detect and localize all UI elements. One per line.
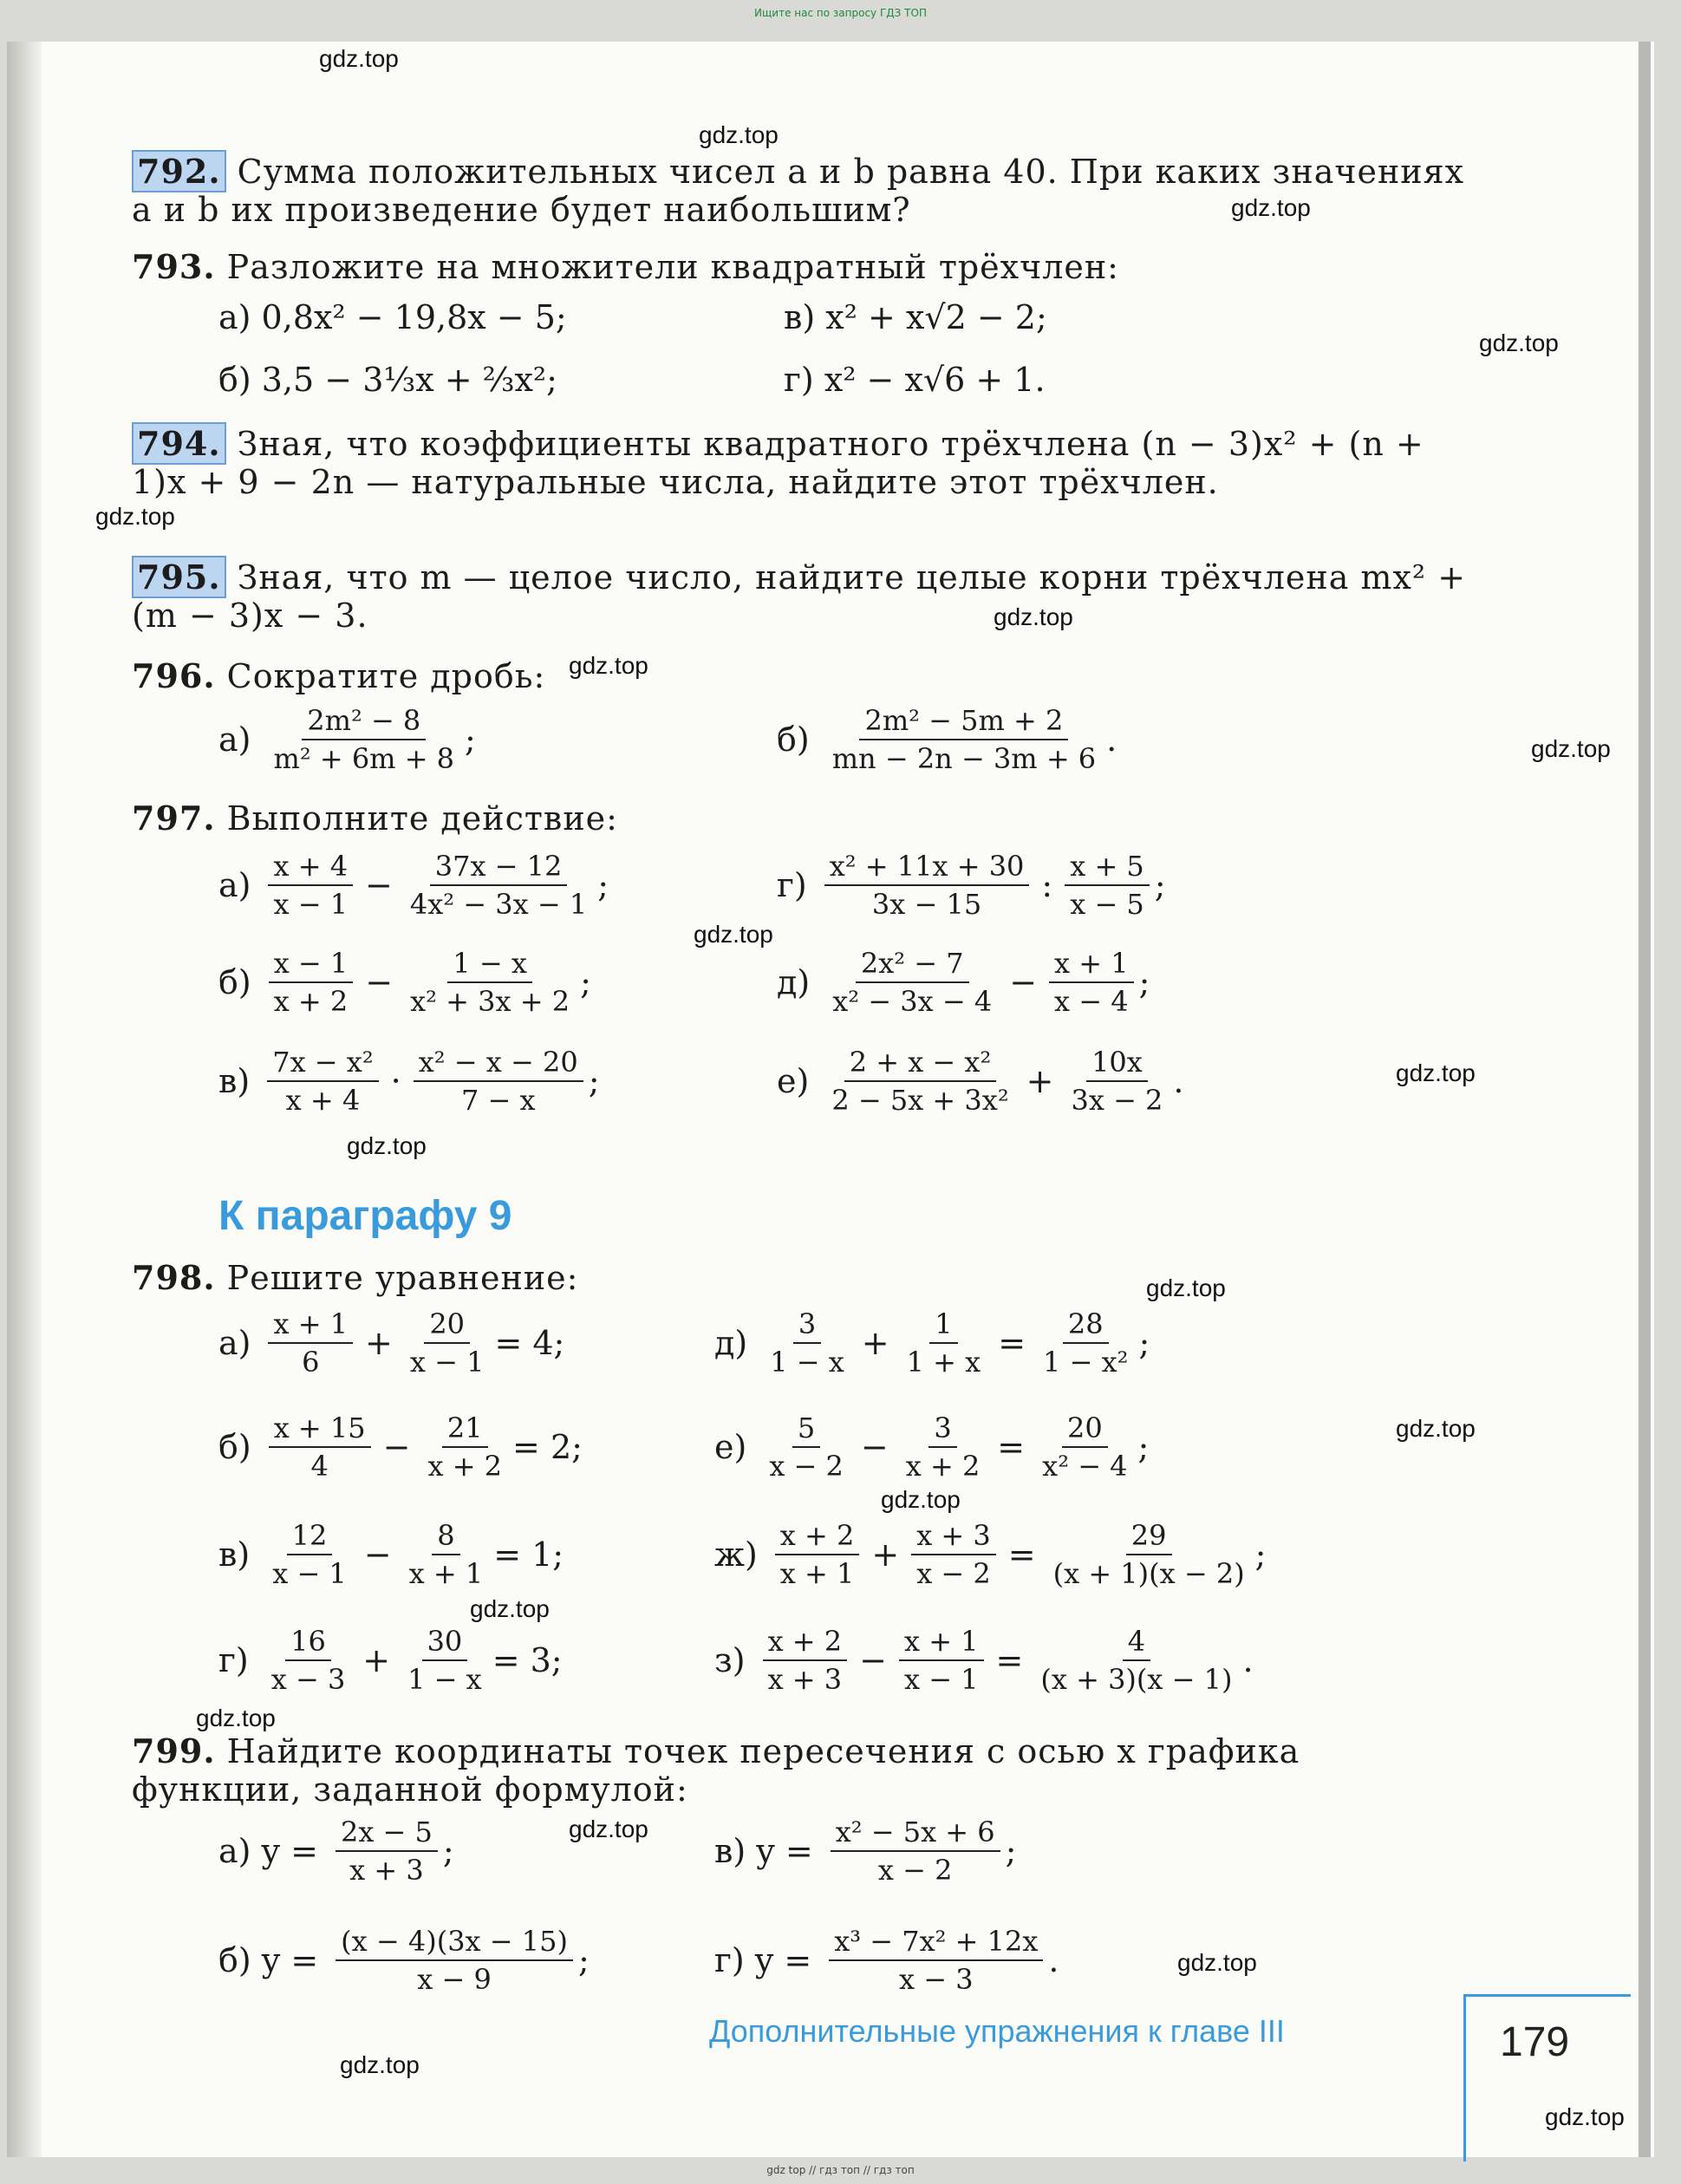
problem-number: 793. <box>132 247 216 286</box>
problem-text: Выполните действие: <box>226 799 618 838</box>
item-798-g: г) $\frac{16}{x - 3}$ + $\frac{30}{1 - x}$ = 3; <box>218 1625 563 1696</box>
problem-number: 797. <box>132 799 216 838</box>
item-798-v: в) $\frac{12}{x - 1}$ − $\frac{8}{x + 1}$ = 1; <box>218 1519 564 1590</box>
problem-798 <box>132 1259 1467 1297</box>
watermark: gdz.top <box>569 652 648 679</box>
item-799-g: г) y = $\frac{\text{x³ − 7x² + 12x}}{x - 3}$ . <box>714 1925 1059 1996</box>
watermark: gdz.top <box>1479 329 1559 356</box>
item-797-b: б) $\frac{x - 1}{x + 2}$ − $\frac{1 - x}{\text{x² + 3x + 2}}$ ; <box>218 947 591 1018</box>
watermark: gdz.top <box>1545 2103 1625 2130</box>
problem-793 <box>132 248 1467 286</box>
book-spine-shadow <box>7 42 42 2157</box>
item-793-g: г) x² − x√6 + 1. <box>784 361 1046 399</box>
item-799-v: в) y = $\frac{\text{x² − 5x + 6}}{x - 2}$ ; <box>714 1816 1017 1887</box>
item-798-b: б) $\frac{x + 15}{4}$ − $\frac{21}{x + 2}$ = 2; <box>218 1411 583 1483</box>
problem-number: 796. <box>132 656 216 695</box>
problem-text: Сумма положительных чисел a и b равна 40. При каких значениях a и b их произведение будет наибольшим? <box>132 153 1465 229</box>
watermark: gdz.top <box>1396 1415 1476 1442</box>
problem-number: 798. <box>132 1258 216 1297</box>
problem-text: Разложите на множители квадратный трёхчлен: <box>226 248 1119 286</box>
page-edge <box>1639 42 1651 2157</box>
problem-792 <box>132 153 1467 229</box>
problem-number: 795. <box>132 556 226 598</box>
item-798-zh: ж) $\frac{x + 2}{x + 1}$ + $\frac{x + 3}{x - 2}$ = $\frac{29}{(x + 1)(x - 2)}$ ; <box>714 1519 1267 1590</box>
watermark: gdz.top <box>994 603 1073 630</box>
watermark: gdz.top <box>1396 1059 1476 1086</box>
problem-text: Зная, что m — целое число, найдите целые корни трёхчлена mx² + (m − 3)x − 3. <box>132 558 1467 635</box>
watermark: gdz.top <box>694 921 773 948</box>
watermark: gdz.top <box>881 1486 961 1513</box>
item-797-e: е) $\frac{\text{2 + x − x²}}{\text{2 − 5x + 3x²}}$ + $\frac{10x}{3x - 2}$ . <box>777 1046 1184 1117</box>
problem-text: Зная, что коэффициенты квадратного трёхчлена (n − 3)x² + (n + 1)x + 9 − 2n — натуральные числа, найдите этот трёхчлен. <box>132 425 1424 501</box>
watermark: gdz.top <box>347 1132 427 1159</box>
item-797-d: д) $\frac{\text{2x² − 7}}{\text{x² − 3x − 4}}$ − $\frac{x + 1}{x - 4}$ ; <box>777 947 1150 1018</box>
item-799-b: б) y = $\frac{(x - 4)(3x - 15)}{x - 9}$ ; <box>218 1925 590 1996</box>
item-793-b: б) 3,5 − 3⅓x + ⅔x²; <box>218 361 557 399</box>
problem-795 <box>132 558 1467 635</box>
watermark: gdz.top <box>319 45 399 72</box>
watermark: gdz.top <box>1231 194 1311 221</box>
item-799-a: а) y = $\frac{2x - 5}{x + 3}$ ; <box>218 1816 454 1887</box>
item-793-v: в) x² + x√2 − 2; <box>784 298 1047 336</box>
item-797-a: а) $\frac{x + 4}{x - 1}$ − $\frac{37x - 12}{\text{4x² − 3x − 1}}$ ; <box>218 850 609 921</box>
item-798-a: а) $\frac{x + 1}{6}$ + $\frac{20}{x - 1}$ = 4; <box>218 1307 565 1379</box>
watermark: gdz.top <box>196 1705 276 1731</box>
problem-799 <box>132 1732 1467 1809</box>
item-797-v: в) $\frac{\text{7x − x²}}{x + 4}$ · $\frac{\text{x² − x − 20}}{7 - x}$ ; <box>218 1046 600 1117</box>
top-note: Ищите нас по запросу ГДЗ ТОП <box>754 7 927 19</box>
problem-text: Сократите дробь: <box>226 657 546 695</box>
item-798-z: з) $\frac{x + 2}{x + 3}$ − $\frac{x + 1}{x - 1}$ = $\frac{4}{(x + 3)(x - 1)}$ . <box>714 1625 1254 1696</box>
watermark: gdz.top <box>470 1595 550 1622</box>
problem-text: Решите уравнение: <box>226 1259 579 1297</box>
problem-number: 794. <box>132 422 226 465</box>
problem-text: Найдите координаты точек пересечения с осью x графика функции, заданной формулой: <box>132 1732 1300 1809</box>
section-heading: К параграфу 9 <box>218 1193 512 1239</box>
problem-number: 792. <box>132 150 226 192</box>
watermark: gdz.top <box>340 2051 420 2078</box>
item-793-a: а) 0,8x² − 19,8x − 5; <box>218 298 567 336</box>
watermark: gdz.top <box>95 503 175 530</box>
watermark: gdz.top <box>1177 1949 1257 1976</box>
item-796-a: а) $\frac{\text{2m² − 8}}{\text{m² + 6m + 8}}$ ; <box>218 704 476 775</box>
item-796-b: б) $\frac{\text{2m² − 5m + 2}}{mn - 2n - 3m + 6}$ . <box>777 704 1117 775</box>
problem-797 <box>132 799 1467 838</box>
page-number: 179 <box>1500 2019 1570 2065</box>
watermark: gdz.top <box>1146 1275 1226 1301</box>
watermark: gdz.top <box>699 121 779 148</box>
watermark: gdz.top <box>1531 735 1611 762</box>
chapter-footer: Дополнительные упражнения к главе III <box>709 2013 1285 2049</box>
bottom-note: gdz top // гдз топ // гдз топ <box>766 2164 915 2176</box>
item-798-d: д) $\frac{3}{1 - x}$ + $\frac{1}{1 + x}$ = $\frac{28}{\text{1 − x²}}$ ; <box>714 1307 1150 1379</box>
problem-number: 799. <box>132 1731 216 1770</box>
item-797-g: г) $\frac{\text{x² + 11x + 30}}{3x - 15}$ : $\frac{x + 5}{x - 5}$ ; <box>777 850 1166 921</box>
item-798-e: е) $\frac{5}{x - 2}$ − $\frac{3}{x + 2}$ = $\frac{20}{\text{x² − 4}}$ ; <box>714 1411 1150 1483</box>
watermark: gdz.top <box>569 1816 648 1842</box>
problem-794 <box>132 425 1467 501</box>
problem-796 <box>132 657 1467 695</box>
